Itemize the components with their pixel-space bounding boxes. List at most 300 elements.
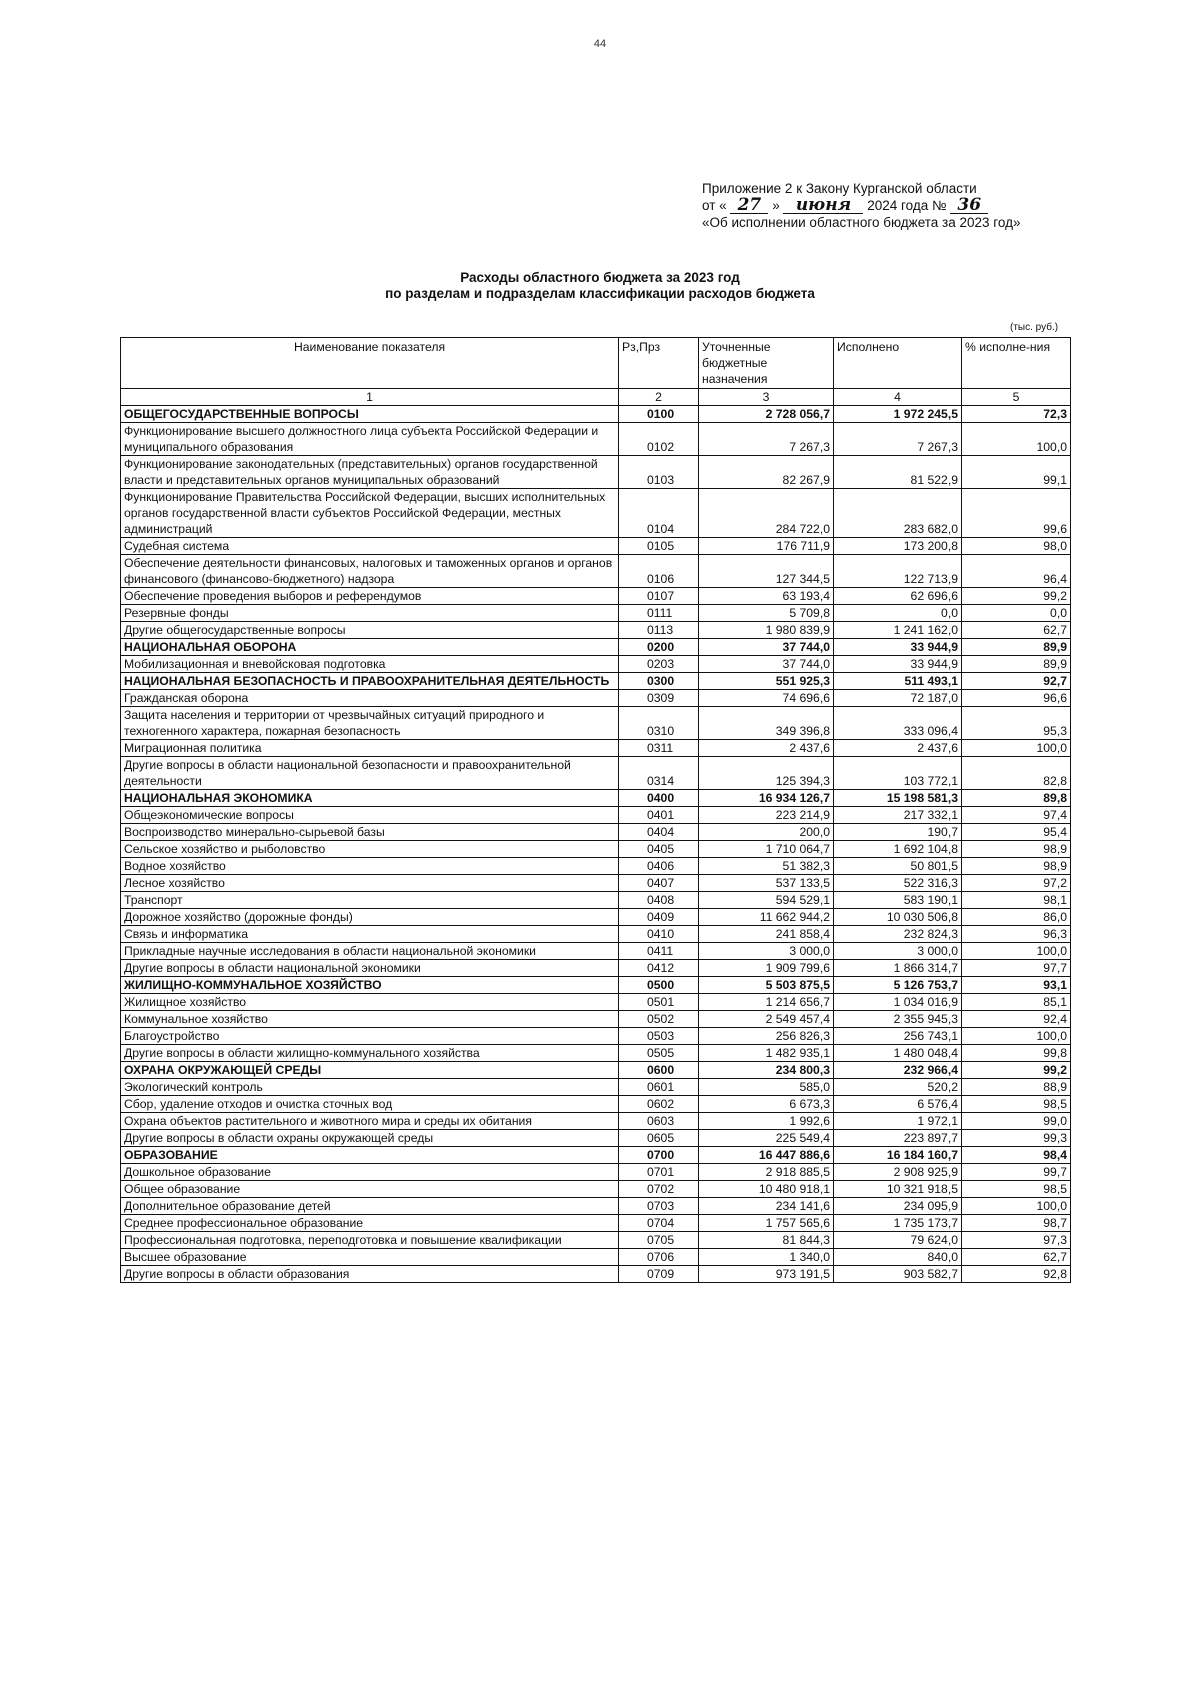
table-row [121,622,1071,639]
row-name: НАЦИОНАЛЬНАЯ ЭКОНОМИКА [121,790,619,807]
row-planned: 125 394,3 [699,757,834,790]
row-executed: 10 321 918,5 [834,1181,962,1198]
row-name: Мобилизационная и вневойсковая подготовка [121,656,619,673]
row-percent: 96,4 [962,555,1071,588]
row-executed: 522 316,3 [834,875,962,892]
column-number-row [121,389,1071,406]
row-code: 0701 [619,1164,699,1181]
row-percent: 96,6 [962,690,1071,707]
row-code: 0502 [619,1011,699,1028]
row-name: Благоустройство [121,1028,619,1045]
row-code: 0501 [619,994,699,1011]
table-row [121,1181,1071,1198]
row-planned: 284 722,0 [699,489,834,538]
row-executed: 0,0 [834,605,962,622]
row-name: Сельское хозяйство и рыболовство [121,841,619,858]
row-executed: 283 682,0 [834,489,962,538]
row-percent: 97,7 [962,960,1071,977]
row-name: ОБРАЗОВАНИЕ [121,1147,619,1164]
row-executed: 6 576,4 [834,1096,962,1113]
header-executed: Исполнено [834,338,962,389]
table-row [121,807,1071,824]
budget-table [120,337,1071,1283]
row-percent: 98,7 [962,1215,1071,1232]
table-row [121,740,1071,757]
row-code: 0705 [619,1232,699,1249]
row-code: 0408 [619,892,699,909]
row-name: ОХРАНА ОКРУЖАЮЩЕЙ СРЕДЫ [121,1062,619,1079]
table-row [121,875,1071,892]
header-row [121,338,1071,389]
row-code: 0102 [619,423,699,456]
handwritten-number: 36 [950,197,988,214]
row-planned: 5 503 875,5 [699,977,834,994]
row-planned: 37 744,0 [699,639,834,656]
row-executed: 190,7 [834,824,962,841]
row-executed: 33 944,9 [834,656,962,673]
section-row [121,790,1071,807]
row-planned: 223 214,9 [699,807,834,824]
row-executed: 62 696,6 [834,588,962,605]
row-code: 0703 [619,1198,699,1215]
row-percent: 62,7 [962,1249,1071,1266]
row-name: Миграционная политика [121,740,619,757]
row-name: Обеспечение деятельности финансовых, налоговых и таможенных органов и органов финансового (финансово-бюджетного) надзора [121,555,619,588]
row-percent: 99,1 [962,456,1071,489]
row-executed: 256 743,1 [834,1028,962,1045]
row-planned: 16 934 126,7 [699,790,834,807]
row-name: Судебная система [121,538,619,555]
row-percent: 72,3 [962,406,1071,423]
row-code: 0309 [619,690,699,707]
table-row [121,656,1071,673]
row-code: 0600 [619,1062,699,1079]
table-row [121,456,1071,489]
row-code: 0602 [619,1096,699,1113]
row-planned: 2 918 885,5 [699,1164,834,1181]
page-number: 44 [593,38,607,50]
row-executed: 1 866 314,7 [834,960,962,977]
row-planned: 81 844,3 [699,1232,834,1249]
row-percent: 99,2 [962,588,1071,605]
row-executed: 217 332,1 [834,807,962,824]
row-code: 0405 [619,841,699,858]
row-percent: 99,7 [962,1164,1071,1181]
row-name: Среднее профессиональное образование [121,1215,619,1232]
row-planned: 11 662 944,2 [699,909,834,926]
row-executed: 903 582,7 [834,1266,962,1283]
row-name: Другие вопросы в области образования [121,1266,619,1283]
section-row [121,406,1071,423]
table-row [121,1266,1071,1283]
row-code: 0311 [619,740,699,757]
row-name: Водное хозяйство [121,858,619,875]
table-row [121,1215,1071,1232]
table-header [121,338,1071,406]
row-code: 0314 [619,757,699,790]
row-percent: 92,8 [962,1266,1071,1283]
row-code: 0601 [619,1079,699,1096]
row-percent: 98,1 [962,892,1071,909]
row-executed: 10 030 506,8 [834,909,962,926]
row-percent: 100,0 [962,423,1071,456]
appendix-line-3: «Об исполнении областного бюджета за 2023 год» [702,215,1021,230]
date-mid: » [772,198,780,213]
row-name: НАЦИОНАЛЬНАЯ ОБОРОНА [121,639,619,656]
row-planned: 7 267,3 [699,423,834,456]
row-percent: 99,2 [962,1062,1071,1079]
row-code: 0200 [619,639,699,656]
row-code: 0505 [619,1045,699,1062]
row-percent: 100,0 [962,1028,1071,1045]
row-code: 0111 [619,605,699,622]
row-code: 0400 [619,790,699,807]
row-executed: 50 801,5 [834,858,962,875]
row-percent: 97,4 [962,807,1071,824]
table-row [121,538,1071,555]
row-executed: 1 692 104,8 [834,841,962,858]
row-executed: 1 480 048,4 [834,1045,962,1062]
row-percent: 97,3 [962,1232,1071,1249]
row-name: Охрана объектов растительного и животного мира и среды их обитания [121,1113,619,1130]
row-executed: 2 908 925,9 [834,1164,962,1181]
row-planned: 1 980 839,9 [699,622,834,639]
row-planned: 585,0 [699,1079,834,1096]
row-name: Экологический контроль [121,1079,619,1096]
row-name: Защита населения и территории от чрезвычайных ситуаций природного и техногенного характера, пожарная безопасность [121,707,619,740]
row-name: ОБЩЕГОСУДАРСТВЕННЫЕ ВОПРОСЫ [121,406,619,423]
row-name: Воспроизводство минерально-сырьевой базы [121,824,619,841]
row-planned: 1 340,0 [699,1249,834,1266]
table-row [121,1045,1071,1062]
row-percent: 100,0 [962,1198,1071,1215]
row-name: Сбор, удаление отходов и очистка сточных вод [121,1096,619,1113]
row-planned: 234 800,3 [699,1062,834,1079]
row-percent: 95,4 [962,824,1071,841]
section-row [121,1062,1071,1079]
row-percent: 100,0 [962,943,1071,960]
row-code: 0106 [619,555,699,588]
row-percent: 98,9 [962,841,1071,858]
row-planned: 973 191,5 [699,1266,834,1283]
row-planned: 6 673,3 [699,1096,834,1113]
row-name: Функционирование законодательных (представительных) органов государственной власти и представительных органов муниципальных образований [121,456,619,489]
row-code: 0702 [619,1181,699,1198]
row-planned: 225 549,4 [699,1130,834,1147]
row-executed: 2 355 945,3 [834,1011,962,1028]
row-executed: 583 190,1 [834,892,962,909]
row-percent: 0,0 [962,605,1071,622]
row-name: Лесное хозяйство [121,875,619,892]
section-row [121,673,1071,690]
table-row [121,1249,1071,1266]
row-name: Связь и информатика [121,926,619,943]
row-name: Дорожное хозяйство (дорожные фонды) [121,909,619,926]
table-row [121,690,1071,707]
header-code: Рз,Прз [619,338,699,389]
table-row [121,1011,1071,1028]
row-planned: 1 757 565,6 [699,1215,834,1232]
column-number: 4 [834,389,962,406]
row-planned: 2 437,6 [699,740,834,757]
row-executed: 33 944,9 [834,639,962,656]
row-code: 0500 [619,977,699,994]
row-code: 0406 [619,858,699,875]
row-code: 0700 [619,1147,699,1164]
table-row [121,858,1071,875]
table-row [121,892,1071,909]
row-executed: 79 624,0 [834,1232,962,1249]
handwritten-day: 27 [730,197,768,214]
document-title [0,270,1200,302]
row-executed: 72 187,0 [834,690,962,707]
table-row [121,489,1071,538]
row-planned: 537 133,5 [699,875,834,892]
row-percent: 98,5 [962,1181,1071,1198]
row-planned: 1 909 799,6 [699,960,834,977]
row-executed: 333 096,4 [834,707,962,740]
row-code: 0411 [619,943,699,960]
appendix-header [702,180,1021,231]
row-name: Другие вопросы в области жилищно-коммунального хозяйства [121,1045,619,1062]
row-planned: 127 344,5 [699,555,834,588]
row-code: 0107 [619,588,699,605]
row-percent: 82,8 [962,757,1071,790]
row-code: 0404 [619,824,699,841]
row-percent: 99,0 [962,1113,1071,1130]
appendix-line-2 [702,197,1021,214]
table-row [121,707,1071,740]
row-code: 0410 [619,926,699,943]
row-name: Транспорт [121,892,619,909]
row-percent: 96,3 [962,926,1071,943]
row-name: Профессиональная подготовка, переподготовка и повышение квалификации [121,1232,619,1249]
column-number: 2 [619,389,699,406]
table-row [121,1198,1071,1215]
row-planned: 1 992,6 [699,1113,834,1130]
row-name: Функционирование высшего должностного лица субъекта Российской Федерации и муниципального образования [121,423,619,456]
row-name: Дополнительное образование детей [121,1198,619,1215]
row-percent: 95,3 [962,707,1071,740]
table-row [121,960,1071,977]
row-planned: 63 193,4 [699,588,834,605]
row-code: 0310 [619,707,699,740]
row-executed: 520,2 [834,1079,962,1096]
table-row [121,605,1071,622]
row-code: 0100 [619,406,699,423]
row-planned: 5 709,8 [699,605,834,622]
row-name: Прикладные научные исследования в области национальной экономики [121,943,619,960]
row-planned: 200,0 [699,824,834,841]
table-row [121,1113,1071,1130]
row-executed: 7 267,3 [834,423,962,456]
row-planned: 234 141,6 [699,1198,834,1215]
row-planned: 551 925,3 [699,673,834,690]
header-name: Наименование показателя [121,338,619,389]
row-planned: 241 858,4 [699,926,834,943]
row-name: Резервные фонды [121,605,619,622]
section-row [121,1147,1071,1164]
row-name: ЖИЛИЩНО-КОММУНАЛЬНОЕ ХОЗЯЙСТВО [121,977,619,994]
table-body [121,406,1071,1283]
row-code: 0603 [619,1113,699,1130]
row-percent: 89,9 [962,656,1071,673]
row-planned: 594 529,1 [699,892,834,909]
handwritten-month: июня [783,197,863,214]
row-executed: 173 200,8 [834,538,962,555]
table-row [121,757,1071,790]
row-executed: 840,0 [834,1249,962,1266]
row-executed: 1 972 245,5 [834,406,962,423]
row-planned: 1 482 935,1 [699,1045,834,1062]
column-number: 1 [121,389,619,406]
table-row [121,423,1071,456]
row-name: НАЦИОНАЛЬНАЯ БЕЗОПАСНОСТЬ И ПРАВООХРАНИТЕЛЬНАЯ ДЕЯТЕЛЬНОСТЬ [121,673,619,690]
row-executed: 511 493,1 [834,673,962,690]
row-planned: 10 480 918,1 [699,1181,834,1198]
row-planned: 37 744,0 [699,656,834,673]
row-name: Высшее образование [121,1249,619,1266]
row-planned: 349 396,8 [699,707,834,740]
table-row [121,1164,1071,1181]
row-planned: 1 710 064,7 [699,841,834,858]
table-row [121,824,1071,841]
table-row [121,1232,1071,1249]
row-executed: 5 126 753,7 [834,977,962,994]
row-percent: 92,7 [962,673,1071,690]
row-executed: 103 772,1 [834,757,962,790]
row-executed: 1 972,1 [834,1113,962,1130]
row-executed: 3 000,0 [834,943,962,960]
row-percent: 89,9 [962,639,1071,656]
row-name: Обеспечение проведения выборов и референдумов [121,588,619,605]
row-planned: 2 549 457,4 [699,1011,834,1028]
table-row [121,588,1071,605]
from-prefix: от « [702,198,727,213]
row-code: 0407 [619,875,699,892]
row-executed: 234 095,9 [834,1198,962,1215]
row-code: 0113 [619,622,699,639]
row-name: Общеэкономические вопросы [121,807,619,824]
row-percent: 98,5 [962,1096,1071,1113]
row-percent: 99,8 [962,1045,1071,1062]
row-executed: 2 437,6 [834,740,962,757]
column-number: 3 [699,389,834,406]
title-line-2: по разделам и подразделам классификации расходов бюджета [385,286,815,301]
row-percent: 98,4 [962,1147,1071,1164]
row-planned: 74 696,6 [699,690,834,707]
row-percent: 98,9 [962,858,1071,875]
row-name: Гражданская оборона [121,690,619,707]
row-code: 0706 [619,1249,699,1266]
row-code: 0412 [619,960,699,977]
table-row [121,1079,1071,1096]
row-executed: 16 184 160,7 [834,1147,962,1164]
row-executed: 223 897,7 [834,1130,962,1147]
row-percent: 92,4 [962,1011,1071,1028]
row-planned: 2 728 056,7 [699,406,834,423]
row-code: 0709 [619,1266,699,1283]
row-planned: 16 447 886,6 [699,1147,834,1164]
row-percent: 89,8 [962,790,1071,807]
row-executed: 81 522,9 [834,456,962,489]
row-executed: 122 713,9 [834,555,962,588]
row-code: 0104 [619,489,699,538]
header-percent: % исполне-ния [962,338,1071,389]
row-executed: 232 966,4 [834,1062,962,1079]
table-row [121,994,1071,1011]
row-code: 0605 [619,1130,699,1147]
row-name: Другие вопросы в области национальной экономики [121,960,619,977]
row-planned: 3 000,0 [699,943,834,960]
row-percent: 98,0 [962,538,1071,555]
row-name: Дошкольное образование [121,1164,619,1181]
row-percent: 97,2 [962,875,1071,892]
row-percent: 88,9 [962,1079,1071,1096]
section-row [121,977,1071,994]
table-row [121,1096,1071,1113]
table-row [121,909,1071,926]
row-name: Другие общегосударственные вопросы [121,622,619,639]
row-executed: 1 735 173,7 [834,1215,962,1232]
table-row [121,943,1071,960]
table-row [121,1130,1071,1147]
column-number: 5 [962,389,1071,406]
row-code: 0503 [619,1028,699,1045]
row-code: 0704 [619,1215,699,1232]
table-row [121,555,1071,588]
title-line-1: Расходы областного бюджета за 2023 год [460,270,740,285]
row-percent: 100,0 [962,740,1071,757]
row-name: Общее образование [121,1181,619,1198]
units-label: (тыс. руб.) [1010,322,1059,333]
section-row [121,639,1071,656]
row-planned: 51 382,3 [699,858,834,875]
row-planned: 82 267,9 [699,456,834,489]
row-percent: 99,6 [962,489,1071,538]
row-planned: 256 826,3 [699,1028,834,1045]
row-executed: 232 824,3 [834,926,962,943]
appendix-line-1: Приложение 2 к Закону Курганской области [702,181,977,196]
row-code: 0103 [619,456,699,489]
row-name: Другие вопросы в области охраны окружающей среды [121,1130,619,1147]
row-executed: 1 241 162,0 [834,622,962,639]
row-name: Жилищное хозяйство [121,994,619,1011]
row-name: Другие вопросы в области национальной безопасности и правоохранительной деятельности [121,757,619,790]
header-planned: Уточненные бюджетные назначения [699,338,834,389]
row-percent: 93,1 [962,977,1071,994]
row-executed: 1 034 016,9 [834,994,962,1011]
row-executed: 15 198 581,3 [834,790,962,807]
table-row [121,841,1071,858]
row-code: 0401 [619,807,699,824]
row-percent: 85,1 [962,994,1071,1011]
row-percent: 62,7 [962,622,1071,639]
row-code: 0409 [619,909,699,926]
row-planned: 1 214 656,7 [699,994,834,1011]
row-code: 0300 [619,673,699,690]
row-name: Коммунальное хозяйство [121,1011,619,1028]
row-planned: 176 711,9 [699,538,834,555]
row-percent: 99,3 [962,1130,1071,1147]
table-row [121,926,1071,943]
row-code: 0105 [619,538,699,555]
row-percent: 86,0 [962,909,1071,926]
year-text: 2024 года № [867,198,947,213]
row-code: 0203 [619,656,699,673]
row-name: Функционирование Правительства Российской Федерации, высших исполнительных органов государственной власти субъектов Российской Федерации, местных администраций [121,489,619,538]
table-row [121,1028,1071,1045]
